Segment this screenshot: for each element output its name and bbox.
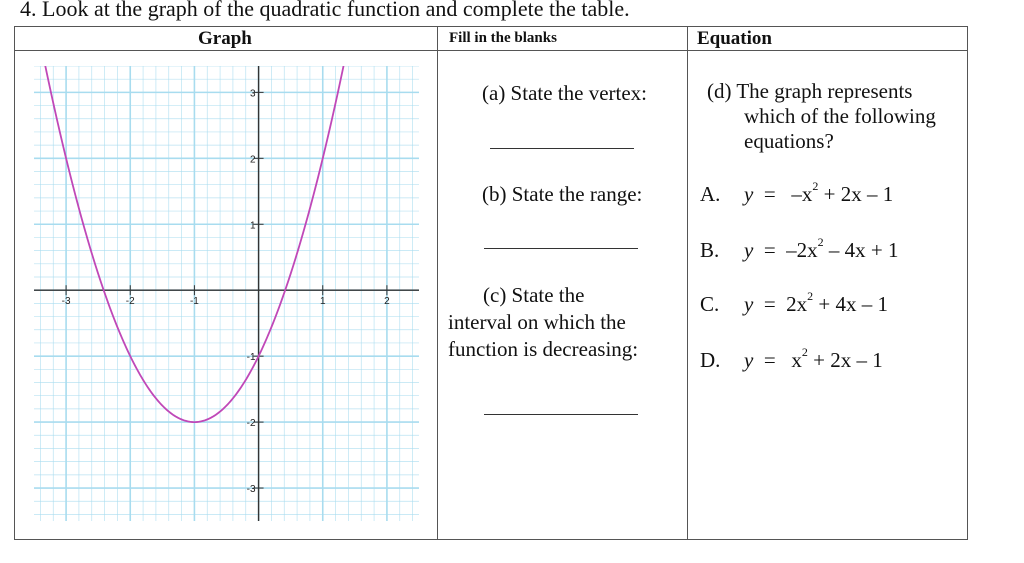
- vertex-blank[interactable]: [490, 148, 634, 149]
- prompt-vertex: (a) State the vertex:: [482, 81, 648, 105]
- y-tick-label: 3: [250, 88, 256, 100]
- column-divider-2: [687, 26, 688, 540]
- x-tick-label: -3: [61, 296, 71, 308]
- choice-a[interactable]: A. y = $-x^2 + 2x - 1$: [700, 179, 894, 206]
- prompt-decreasing-line1: (c) State the: [483, 283, 585, 307]
- header-divider: [14, 50, 968, 51]
- question-title: 4. Look at the graph of the quadratic function and complete the table.: [20, 0, 630, 21]
- choice-b[interactable]: B. $y = -2x^2 - 4x + 1$: [700, 235, 899, 262]
- x-tick-label: 1: [319, 296, 326, 308]
- y-tick-label: 2: [250, 154, 256, 166]
- choice-d[interactable]: D. y = $x^2 + 2x - 1$: [700, 345, 883, 372]
- quadratic-graph: [34, 66, 419, 521]
- x-tick-label: -1: [189, 296, 199, 308]
- y-tick-label: -2: [246, 418, 256, 430]
- y-tick-label: -3: [246, 484, 256, 496]
- decreasing-blank[interactable]: [484, 414, 638, 415]
- y-tick-label: -1: [246, 352, 256, 364]
- prompt-decreasing-line2: interval on which the: [448, 310, 626, 334]
- y-tick-label: 1: [250, 220, 256, 232]
- question-d-line2: which of the following: [744, 104, 936, 128]
- graph-header: Graph: [198, 28, 252, 49]
- prompt-decreasing-line3: function is decreasing:: [448, 337, 639, 361]
- x-tick-label: -2: [125, 296, 135, 308]
- range-blank[interactable]: [484, 248, 638, 249]
- question-d-line3: equations?: [744, 129, 834, 153]
- column-divider-1: [437, 26, 438, 540]
- question-d-line1: (d) The graph represents: [707, 79, 913, 103]
- choice-c[interactable]: C. $y = 2x^2 + 4x - 1$: [700, 289, 889, 316]
- equation-header: Equation: [697, 28, 772, 49]
- prompt-range: (b) State the range:: [482, 182, 643, 206]
- fill-header: Fill in the blanks: [449, 30, 557, 46]
- x-tick-label: 2: [384, 296, 390, 308]
